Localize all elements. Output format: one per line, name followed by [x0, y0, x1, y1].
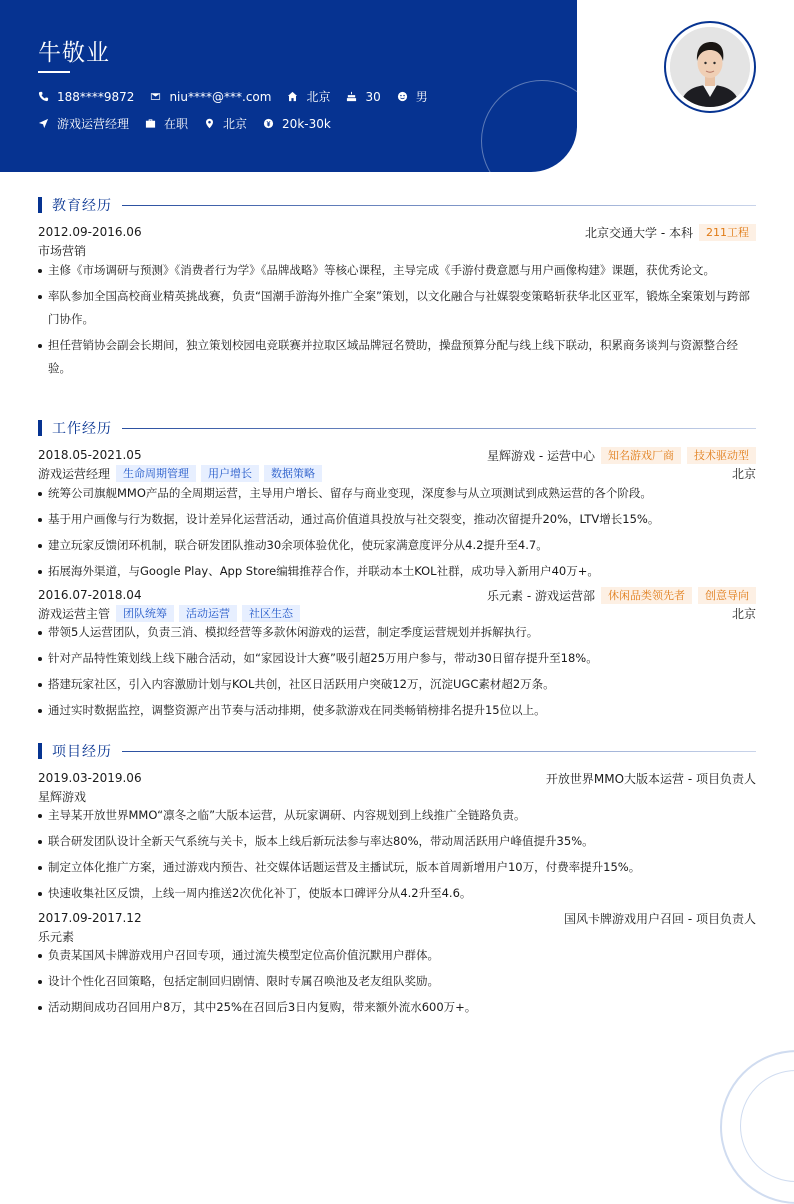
list-item: 拓展海外渠道，与Google Play、App Store编辑推荐合作，并联动本土KOL社群，成功导入新用户40万+。 [38, 560, 756, 583]
work-1-header-row [38, 446, 756, 464]
work-company-group [487, 447, 756, 464]
age-item [346, 90, 380, 104]
email-text: niu****@***.com [169, 89, 272, 104]
section-heading: 教育经历 [52, 198, 112, 214]
section-marker [38, 743, 42, 759]
avatar [670, 27, 750, 107]
job-city-item [204, 115, 247, 132]
list-item: 搭建玩家社区，引入内容激励计划与KOL共创，社区日活跃用户突破12万，沉淀UGC素材超2万条。 [38, 673, 756, 696]
section-education-title [38, 195, 756, 215]
list-item: 活动期间成功召回用户8万，其中25%在召回后3日内复购，带来额外流水600万+。 [38, 996, 756, 1019]
salary-item [263, 117, 331, 131]
section-heading: 工作经历 [52, 421, 112, 437]
skill-tag: 团队统筹 [116, 605, 174, 622]
work-period: 2016.07-2018.04 [38, 588, 142, 602]
project-1-header-row [38, 769, 756, 787]
project-2-header-row [38, 909, 756, 927]
project-org: 星辉游戏 [38, 789, 87, 804]
section-projects-title [38, 741, 756, 761]
skill-tag: 社区生态 [242, 605, 300, 622]
education-header-row [38, 223, 756, 241]
project-org: 乐元素 [38, 929, 75, 944]
list-item: 负责某国风卡牌游戏用户召回专项，通过流失模型定位高价值沉默用户群体。 [38, 944, 756, 967]
education-bullets [38, 259, 756, 380]
project-period: 2017.09-2017.12 [38, 911, 142, 925]
list-item: 建立玩家反馈闭环机制，联合研发团队推动30余项体验优化，使玩家满意度评分从4.2提升至4.7。 [38, 534, 756, 557]
work-company-group [487, 587, 756, 604]
send-icon [38, 118, 49, 129]
section-divider [122, 205, 756, 206]
header-banner [0, 0, 577, 172]
work-1-title-row [38, 464, 756, 482]
contact-row [38, 88, 444, 105]
skill-tag: 用户增长 [201, 465, 259, 482]
section-work-title [38, 418, 756, 438]
phone-item [38, 90, 134, 104]
list-item: 针对产品特性策划线上线下融合活动，如“家园设计大赛”吸引超25万用户参与，带动30日留存提升至18%。 [38, 647, 756, 670]
section-divider [122, 751, 756, 752]
company-tag: 技术驱动型 [687, 447, 756, 464]
gender-icon [397, 91, 408, 102]
list-item: 设计个性化召回策略，包括定制回归剧情、限时专属召唤池及老友组队奖励。 [38, 970, 756, 993]
candidate-name: 牛敬业 [38, 40, 110, 66]
section-divider [122, 428, 756, 429]
age-text: 30 [365, 89, 381, 104]
list-item: 主导某开放世界MMO“凛冬之临”大版本运营，从玩家调研、内容规划到上线推广全链路负责。 [38, 804, 756, 827]
skill-tag: 数据策略 [264, 465, 322, 482]
project-2-org-row [38, 927, 756, 945]
project-1-org-row [38, 787, 756, 805]
company-tag: 创意导向 [698, 587, 756, 604]
work-2-title-row [38, 604, 756, 622]
company-tag: 知名游戏厂商 [601, 447, 681, 464]
work-period: 2018.05-2021.05 [38, 448, 142, 462]
job-target-item [38, 115, 129, 132]
avatar-photo [670, 27, 750, 107]
list-item: 制定立体化推广方案，通过游戏内预告、社交媒体话题运营及主播试玩，版本首周新增用户10万，付费率提升15%。 [38, 856, 756, 879]
mail-icon [150, 91, 161, 102]
list-item: 快速收集社区反馈，上线一周内推送2次优化补丁，使版本口碑评分从4.2升至4.6。 [38, 882, 756, 905]
job-target-text: 游戏运营经理 [57, 117, 130, 131]
location-item [287, 88, 330, 105]
work-company: 乐元素 - 游戏运营部 [487, 588, 595, 603]
skill-tag: 生命周期管理 [116, 465, 196, 482]
email-item [150, 90, 271, 104]
list-item: 主修《市场调研与预测》《消费者行为学》《品牌战略》等核心课程，主导完成《手游付费意愿与用户画像构建》课题，获优秀论文。 [38, 259, 756, 282]
intent-row [38, 115, 347, 132]
work-city: 北京 [731, 466, 756, 481]
list-item: 联合研发团队设计全新天气系统与关卡，版本上线后新玩法参与率达80%，带动周活跃用户峰值提升35%。 [38, 830, 756, 853]
education-major: 市场营销 [38, 243, 87, 258]
work-city: 北京 [731, 606, 756, 621]
education-school: 北京交通大学 - 本科 [585, 225, 693, 240]
decorative-circle [481, 80, 577, 172]
salary-icon [263, 118, 274, 129]
education-school-group [585, 224, 756, 241]
work-title-group [38, 605, 300, 622]
skill-tag: 活动运营 [179, 605, 237, 622]
cake-icon [346, 91, 357, 102]
list-item: 通过实时数据监控，调整资源产出节奏与活动排期，使多款游戏在同类畅销榜排名提升15位以上。 [38, 699, 756, 722]
status-item [145, 115, 188, 132]
project-1-bullets [38, 804, 756, 905]
location-icon [204, 118, 215, 129]
list-item: 基于用户画像与行为数据，设计差异化运营活动，通过高价值道具投放与社交裂变，推动次留提升20%，LTV增长15%。 [38, 508, 756, 531]
project-period: 2019.03-2019.06 [38, 771, 142, 785]
project-name: 开放世界MMO大版本运营 - 项目负责人 [545, 771, 756, 786]
work-title: 游戏运营主管 [38, 606, 111, 621]
work-2-header-row [38, 586, 756, 604]
gender-text: 男 [415, 90, 428, 104]
list-item: 担任营销协会副会长期间，独立策划校园电竞联赛并拉取区域品牌冠名赞助，操盘预算分配与线上线下联动，积累商务谈判与资源整合经验。 [38, 334, 756, 380]
list-item: 率队参加全国高校商业精英挑战赛，负责“国潮手游海外推广全案”策划，以文化融合与社媒裂变策略斩获华北区亚军，锻炼全案策划与跨部门协作。 [38, 285, 756, 331]
work-1-bullets [38, 482, 756, 583]
job-city-text: 北京 [223, 117, 248, 131]
section-marker [38, 420, 42, 436]
project-2-bullets [38, 944, 756, 1019]
work-title: 游戏运营经理 [38, 466, 111, 481]
gender-item [397, 88, 428, 105]
section-heading: 项目经历 [52, 744, 112, 760]
work-title-group [38, 465, 322, 482]
location-text: 北京 [306, 90, 331, 104]
briefcase-icon [145, 118, 156, 129]
phone-text: 188****9872 [57, 89, 135, 104]
salary-text: 20k-30k [282, 116, 331, 131]
project-name: 国风卡牌游戏用户召回 - 项目负责人 [564, 911, 756, 926]
education-major-row [38, 241, 756, 259]
education-period: 2012.09-2016.06 [38, 225, 142, 239]
school-tag: 211工程 [699, 224, 756, 241]
company-tag: 休闲品类领先者 [601, 587, 692, 604]
section-marker [38, 197, 42, 213]
home-icon [287, 91, 298, 102]
work-company: 星辉游戏 - 运营中心 [487, 448, 595, 463]
list-item: 带领5人运营团队，负责三消、模拟经营等多款休闲游戏的运营，制定季度运营规划并拆解执行。 [38, 621, 756, 644]
name-underline [38, 71, 70, 73]
status-text: 在职 [164, 117, 189, 131]
phone-icon [38, 91, 49, 102]
work-2-bullets [38, 621, 756, 722]
list-item: 统筹公司旗舰MMO产品的全周期运营，主导用户增长、留存与商业变现，深度参与从立项测试到成熟运营的各个阶段。 [38, 482, 756, 505]
